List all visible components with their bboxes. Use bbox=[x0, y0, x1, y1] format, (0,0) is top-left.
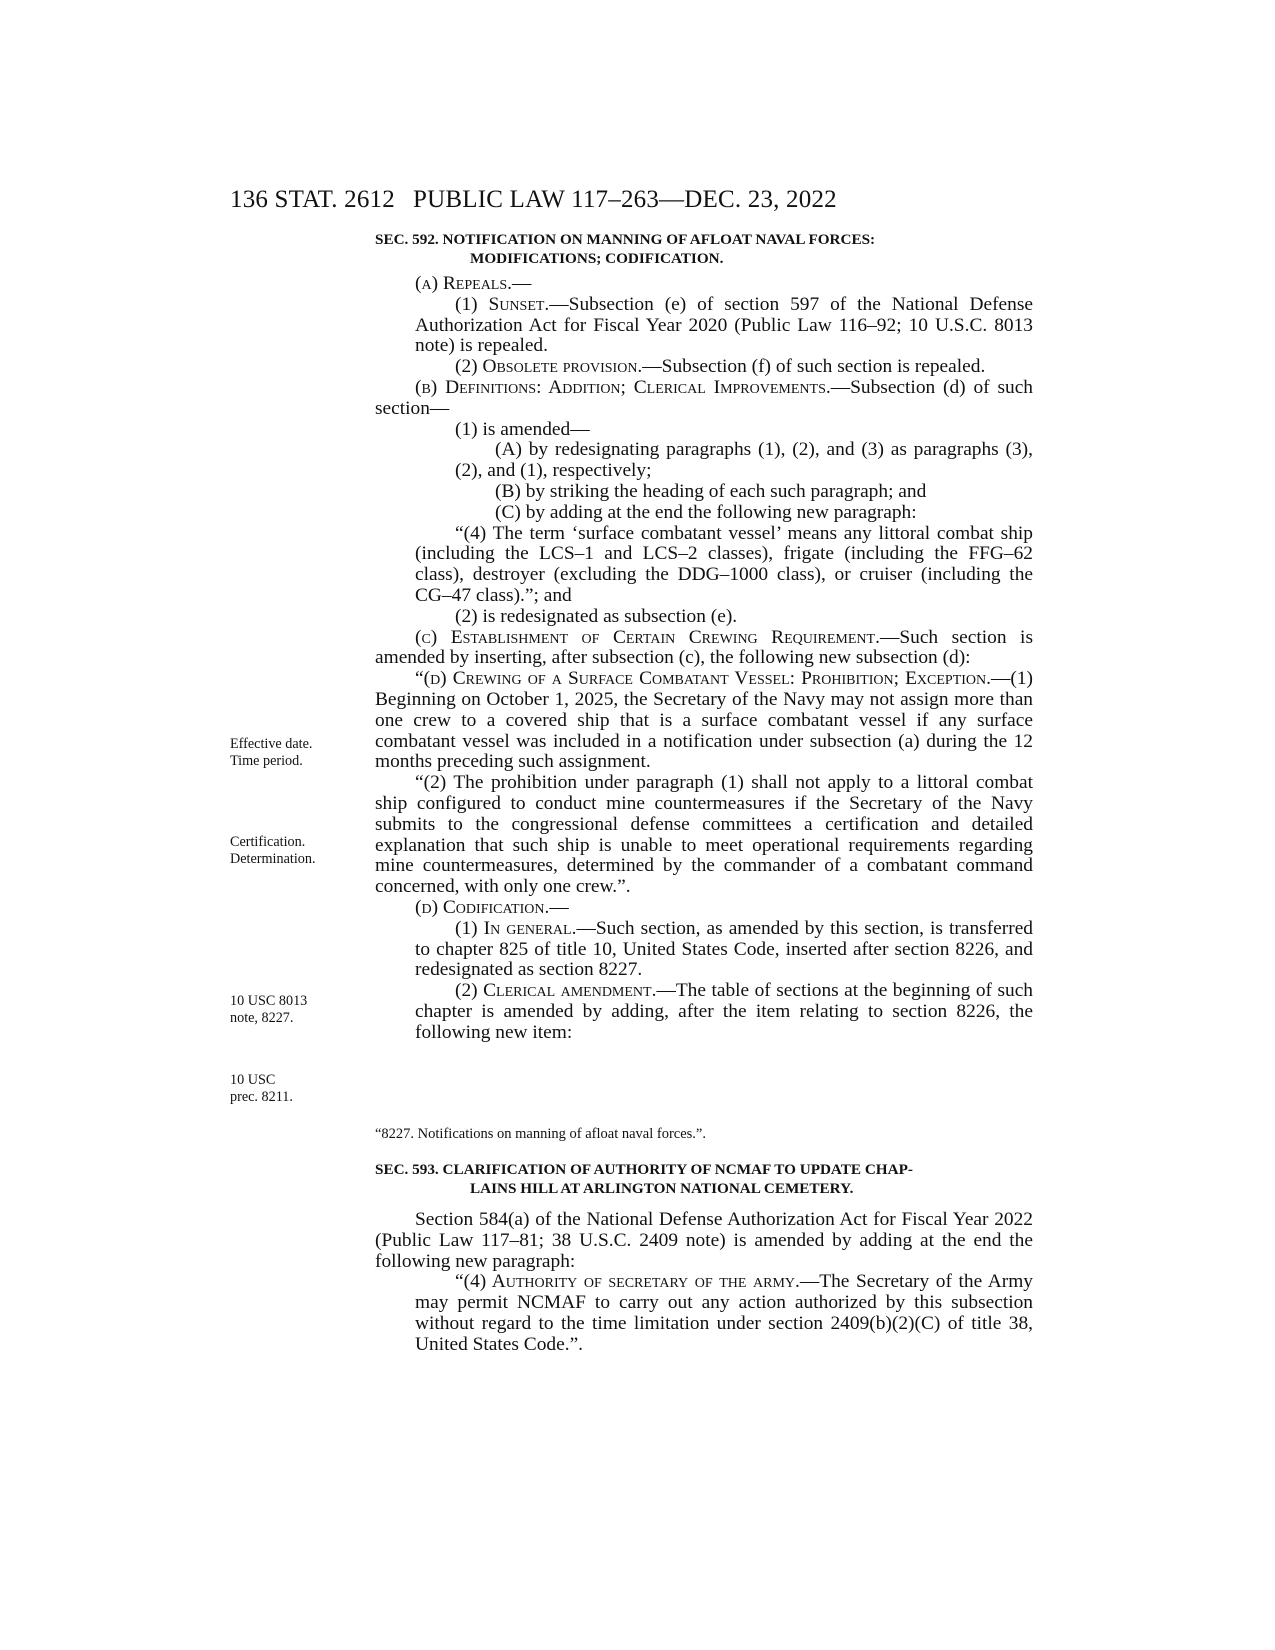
margin-note-effective-date: Effective date. Time period. bbox=[230, 736, 313, 769]
subsection-b-1: (1) is amended— bbox=[455, 418, 590, 440]
subsection-a: (a) Repeals.— bbox=[415, 273, 532, 294]
table-of-sections-item: “8227. Notifications on manning of afloat naval forces.”. bbox=[375, 1126, 706, 1142]
margin-note-certification: Certification. Determination. bbox=[230, 834, 316, 867]
subsection-d-2: (2) Clerical amendment.—The table of sections at the beginning of such chapter is amended by adding, after the item relating to section 8226, the following new item: bbox=[415, 980, 1033, 1043]
margin-note-usc-8013: 10 USC 8013 note, 8227. bbox=[230, 993, 308, 1026]
subsection-b-2: (2) is redesignated as subsection (e). bbox=[455, 605, 738, 627]
running-header: PUBLIC LAW 117–263—DEC. 23, 2022 bbox=[413, 186, 837, 213]
section-593-title-line1: SEC. 593. CLARIFICATION OF AUTHORITY OF NCMAF TO UPDATE CHAP- bbox=[375, 1161, 913, 1178]
section-592-title-line1: SEC. 592. NOTIFICATION ON MANNING OF AFLOAT NAVAL FORCES: bbox=[375, 231, 876, 248]
quoted-subsection-d: “(d) Crewing of a Surface Combatant Vessel: Prohibition; Exception.—(1) Beginning on October 1, 2025, the Secretary of the Navy may not assign more than one crew to a covered ship that is a surface combatant vessel if any surface combatant vessel was included in a notification under subsection (a) during the 12 months preceding such assignment. bbox=[375, 668, 1033, 773]
subsection-d: (d) Codification.— bbox=[415, 896, 569, 918]
subsection-d-1: (1) In general.—Such section, as amended by this section, is transferred to chapter 825 of title 10, United States Code, inserted after section 8226, and redesignated as section 8227. bbox=[415, 917, 1034, 981]
quoted-paragraph-4: “(4) The term ‘surface combatant vessel’ means any littoral combat ship (including the LCS–1 and LCS–2 classes), frigate (including the FFG–62 class), destroyer (excluding the DDG–1000 class), or cruiser (including the CG–47 class).”; and bbox=[415, 522, 1033, 606]
margin-note-usc-prec-8211: 10 USC prec. 8211. bbox=[230, 1072, 293, 1105]
subsection-a-2: (2) Obsolete provision.—Subsection (f) of such section is repealed. bbox=[455, 356, 986, 378]
subsection-b: (b) Definitions: Addition; Clerical Improvements.—Subsection (d) of such section— bbox=[375, 376, 1033, 419]
subsection-c: (c) Establishment of Certain Crewing Requirement.—Such section is amended by inserting, after subsection (c), the following new subsection (d): bbox=[375, 626, 1033, 669]
section-592-title-line2: MODIFICATIONS; CODIFICATION. bbox=[470, 250, 724, 267]
section-592-title bbox=[375, 230, 1035, 268]
section-592-body bbox=[375, 274, 1033, 1043]
section-593-title bbox=[375, 1160, 1035, 1198]
subsection-a-1: (1) Sunset.—Subsection (e) of section 597 of the National Defense Authorization Act for Fiscal Year 2020 (Public Law 116–92; 10 U.S.C. 8013 note) is repealed. bbox=[415, 293, 1033, 357]
page-number-header: 136 STAT. 2612 bbox=[230, 186, 395, 213]
quoted-subsection-d-2: “(2) The prohibition under paragraph (1) shall not apply to a littoral combat ship configured to conduct mine countermeasures if the Secretary of the Navy submits to the congressional defense committees a certification and detailed explanation that such ship is unable to meet operational requirements regarding mine countermeasures, determined by the commander of a combatant command concerned, with only one crew.”. bbox=[375, 772, 1033, 898]
subsection-b-1-A: (A) by redesignating paragraphs (1), (2), and (3) as paragraphs (3), (2), and (1), respectively; bbox=[455, 439, 1033, 482]
section-593-title-line2: LAINS HILL AT ARLINGTON NATIONAL CEMETERY. bbox=[470, 1180, 854, 1197]
section-593-paragraph: Section 584(a) of the National Defense Authorization Act for Fiscal Year 2022 (Public Law 117–81; 38 U.S.C. 2409 note) is amended by adding at the end the following new paragraph: bbox=[375, 1209, 1033, 1272]
section-593-body bbox=[375, 1210, 1033, 1356]
subsection-b-1-C: (C) by adding at the end the following new paragraph: bbox=[495, 501, 917, 523]
section-593-quoted-paragraph: “(4) Authority of secretary of the army.—The Secretary of the Army may permit NCMAF to carry out any action authorized by this subsection without regard to the time limitation under section 2409(b)(2)(C) of title 38, United States Code.”. bbox=[415, 1271, 1033, 1355]
subsection-b-1-B: (B) by striking the heading of each such paragraph; and bbox=[495, 480, 927, 502]
